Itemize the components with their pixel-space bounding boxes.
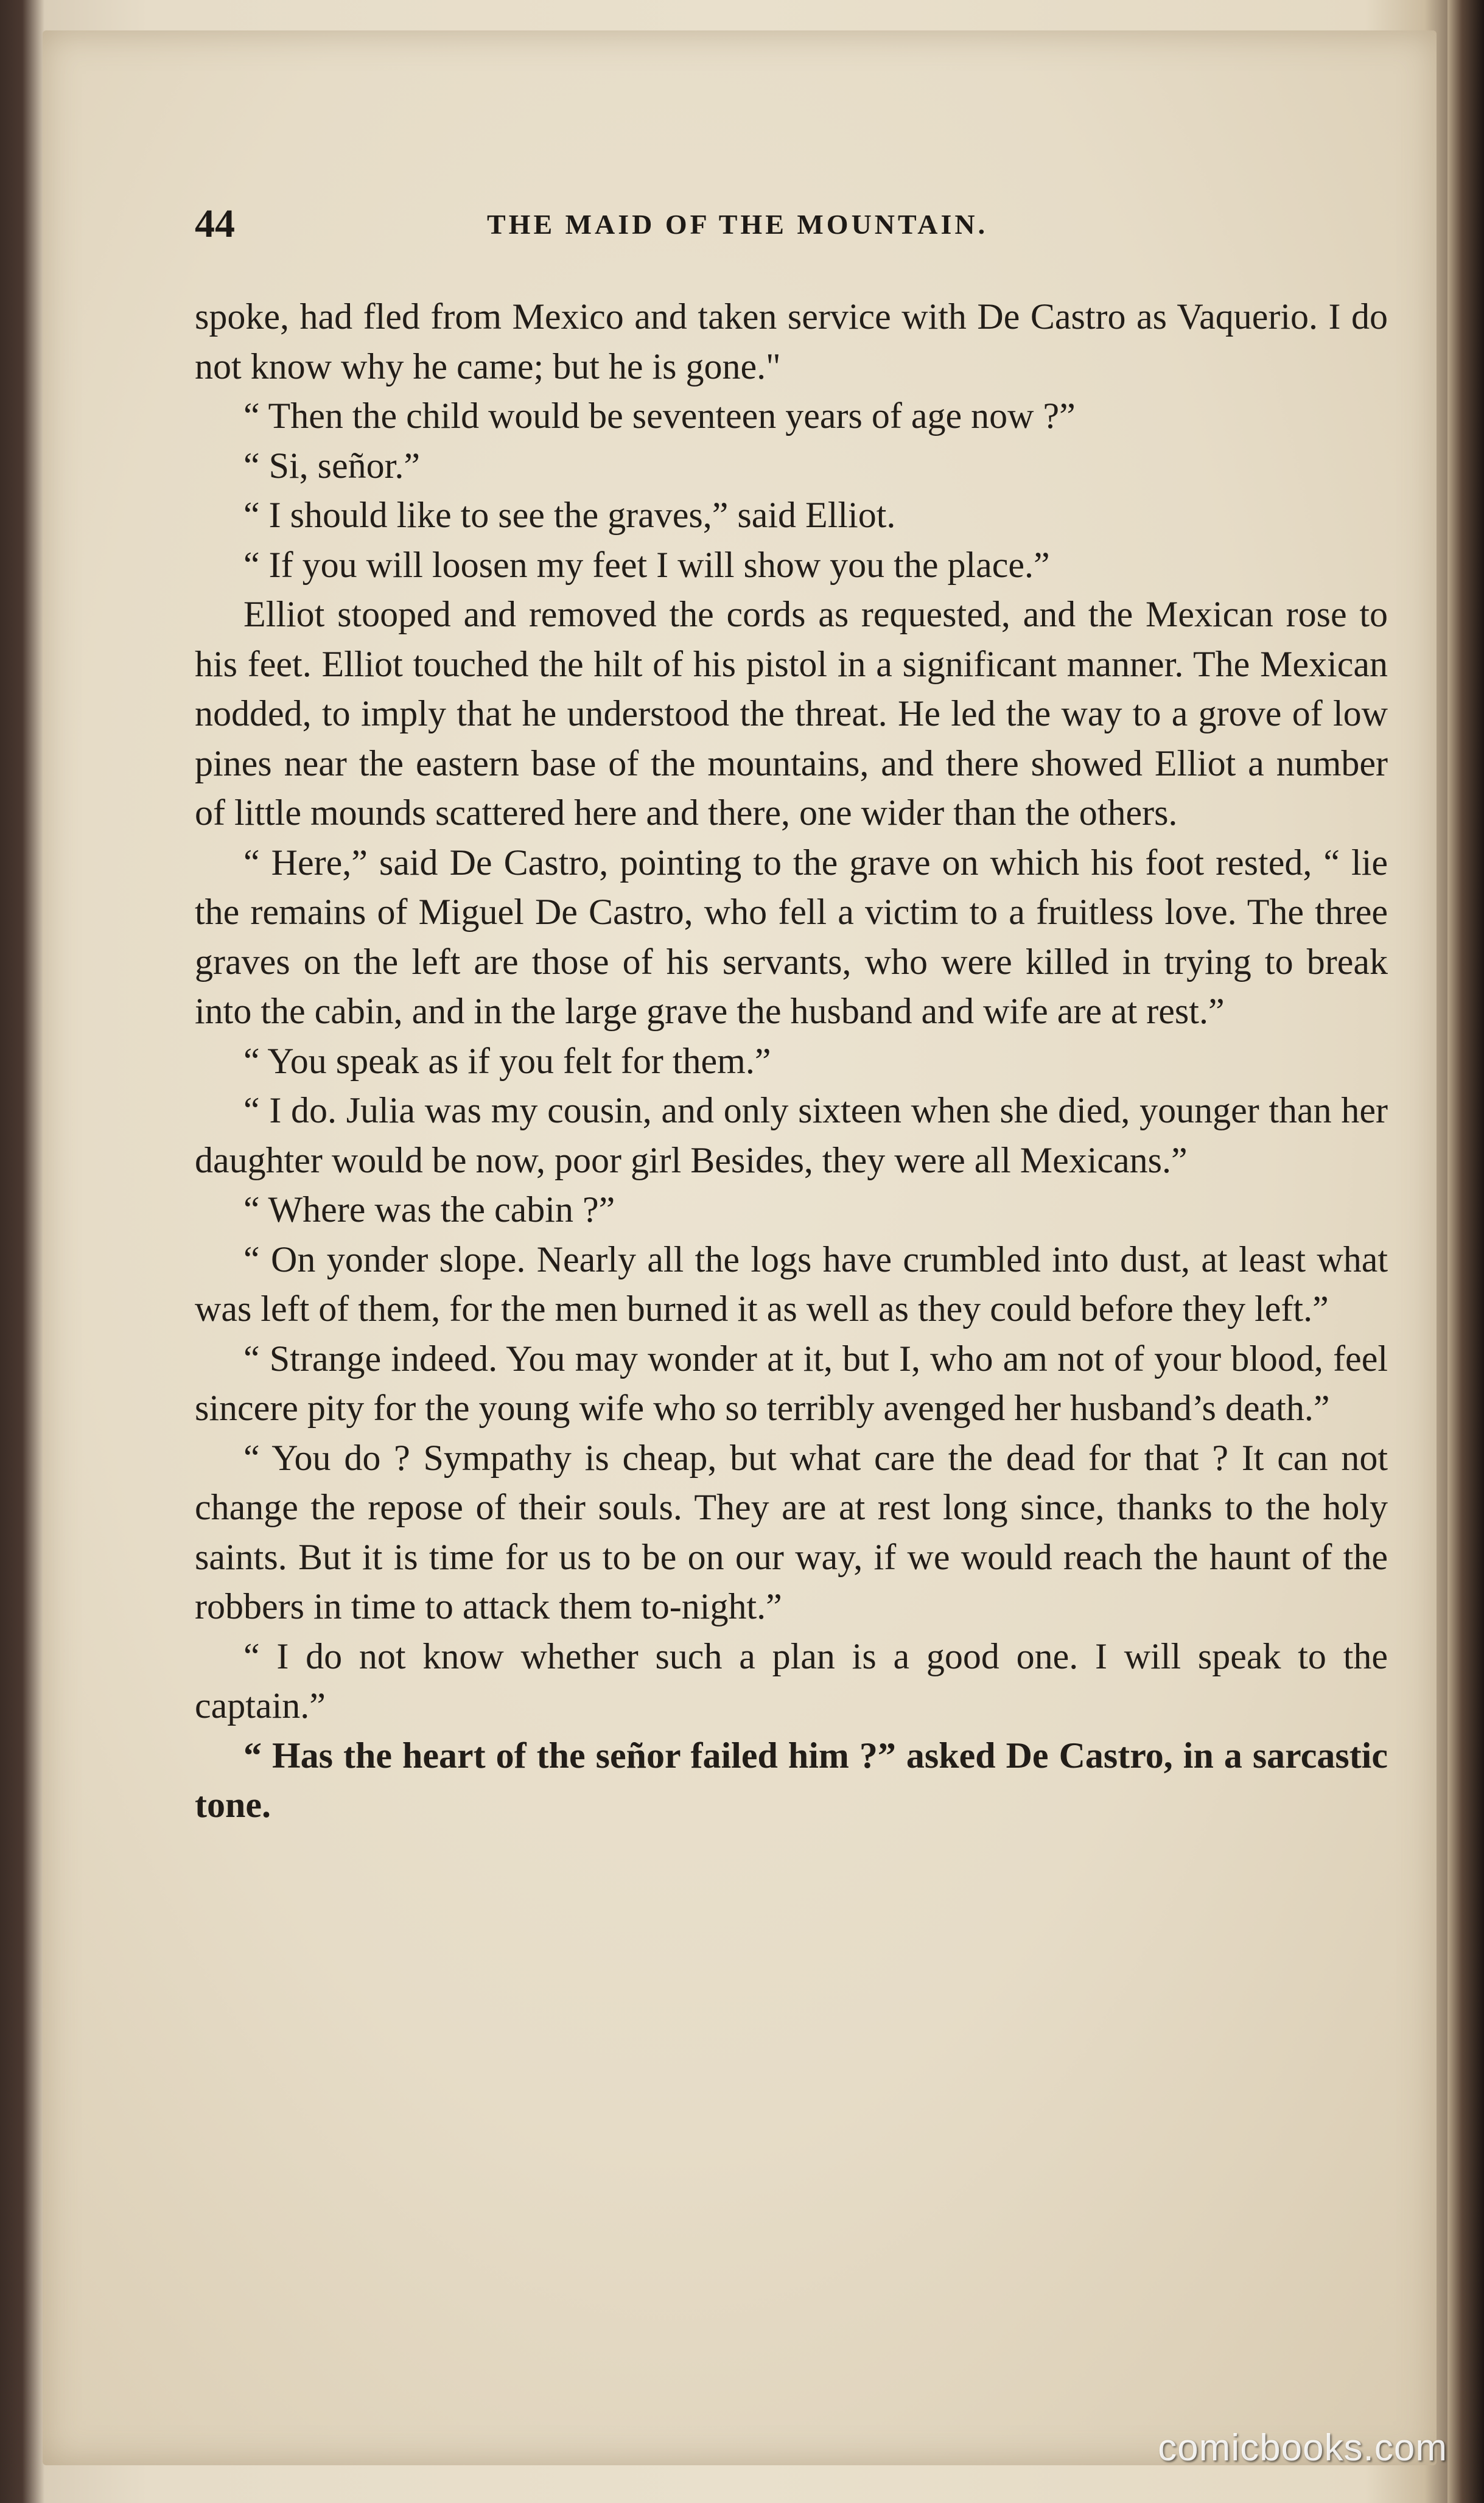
paragraph: “ Strange indeed. You may wonder at it, but I, who am not of your blood, feel sincere pity for the young wife who so terribly avenged her husband’s death.”: [195, 1338, 1388, 1428]
paragraph: “ Here,” said De Castro, pointing to the grave on which his foot rested, “ lie the remains of Miguel De Castro, who fell a victim to a fruitless love. The three graves on the left are those of his servants, who were killed in trying to break into the cabin, and in the large grave the husband and wife are at rest.”: [195, 842, 1388, 1031]
paragraph: “ I should like to see the graves,” said Elliot.: [243, 495, 896, 535]
paragraph: “ You speak as if you felt for them.”: [243, 1040, 771, 1081]
page-header: [195, 201, 1388, 256]
watermark: comicbooks.com: [1158, 2427, 1447, 2469]
running-title: THE MAID OF THE MOUNTAIN.: [487, 209, 989, 240]
body-text: [195, 292, 1388, 1830]
paragraph: “ Then the child would be seventeen years of age now ?”: [243, 396, 1076, 436]
paragraph: Elliot stooped and removed the cords as requested, and the Mexican rose to his feet. Elliot touched the hilt of his pistol in a significant manner. The Mexican nodded, to imply that he understood the threat. He led the way to a grove of low pines near the eastern base of the mountains, and there showed Elliot a number of little mounds scattered here and there, one wider than the others.: [195, 594, 1388, 833]
paragraph: “ I do not know whether such a plan is a good one. I will speak to the captain.”: [195, 1636, 1388, 1726]
paragraph: “ On yonder slope. Nearly all the logs have crumbled into dust, at least what was left of them, for the men burned it as well as they could before they left.”: [195, 1239, 1388, 1329]
paragraph: “ Where was the cabin ?”: [243, 1189, 615, 1230]
paragraph: “ If you will loosen my feet I will show you the place.”: [243, 544, 1050, 585]
paragraph: spoke, had fled from Mexico and taken service with De Castro as Vaquerio. I do not know why he came; but he is gone.": [195, 296, 1388, 387]
paragraph: “ Has the heart of the señor failed him ?” asked De Castro, in a sarcastic tone.: [195, 1735, 1388, 1825]
paragraph: “ Si, señor.”: [243, 445, 420, 486]
paragraph: “ I do. Julia was my cousin, and only sixteen when she died, younger than her daughter would be now, poor girl Besides, they were all Mexicans.”: [195, 1090, 1388, 1180]
paragraph: “ You do ? Sympathy is cheap, but what care the dead for that ? It can not change the repose of their souls. They are at rest long since, thanks to the holy saints. But it is time for us to be on our way, if we would reach the haunt of the robbers in time to attack them to-night.”: [195, 1437, 1388, 1626]
page-number: 44: [195, 201, 235, 246]
book-edge: [1447, 0, 1484, 2503]
